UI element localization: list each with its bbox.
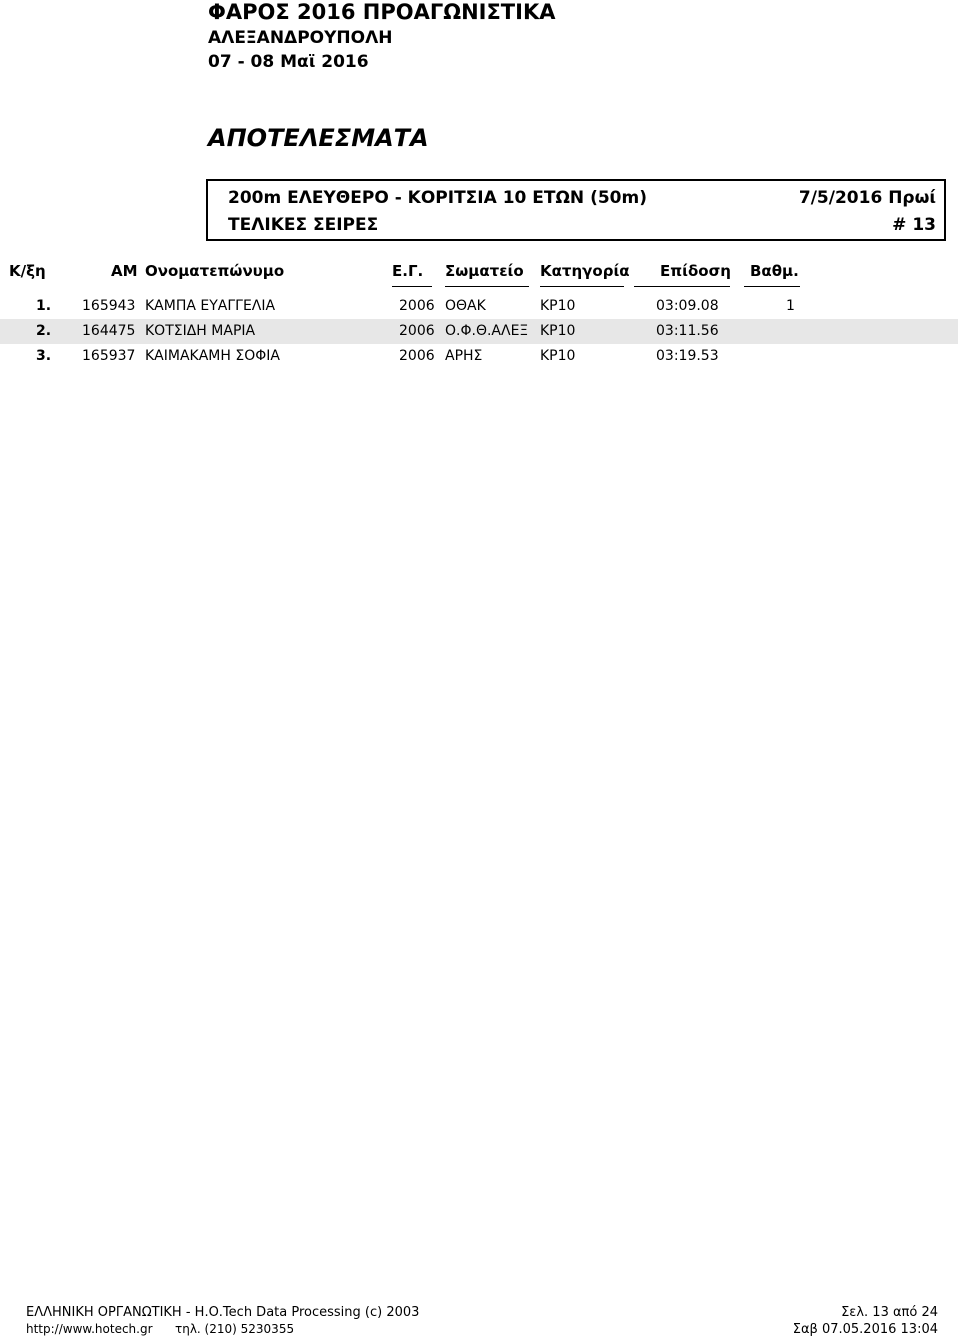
- row-am: 165937: [82, 348, 136, 364]
- event-box: [206, 179, 946, 241]
- row-time: 03:09.08: [656, 298, 719, 314]
- col-underline: [392, 286, 432, 287]
- col-points: Βαθμ.: [750, 262, 799, 280]
- page-title: ΑΠΟΤΕΛΕΣΜΑΤΑ: [208, 124, 429, 152]
- row-rank: 3.: [36, 348, 52, 364]
- footer-org: ΕΛΛΗΝΙΚΗ ΟΡΓΑΝΩΤΙΚΗ - Η.Ο.Tech Data Processing (c) 2003: [26, 1305, 420, 1320]
- col-rank: Κ/ξη: [9, 262, 46, 280]
- col-underline: [634, 286, 730, 287]
- meet-dates: 07 - 08 Μαϊ 2016: [208, 52, 369, 72]
- col-underline: [445, 286, 529, 287]
- row-birth-year: 2006: [399, 348, 435, 364]
- event-name: 200m ΕΛΕΥΘΕΡΟ - ΚΟΡΙΤΣΙΑ 10 ΕΤΩΝ (50m): [228, 188, 647, 208]
- row-category: ΚΡ10: [540, 323, 576, 339]
- col-underline: [540, 286, 624, 287]
- col-am: ΑΜ: [111, 262, 138, 280]
- event-date-session: 7/5/2016 Πρωί: [798, 188, 936, 208]
- table-row: [0, 294, 958, 319]
- row-am: 164475: [82, 323, 136, 339]
- col-birth-year: Ε.Γ.: [392, 262, 424, 280]
- table-row: [0, 319, 958, 344]
- row-time: 03:19.53: [656, 348, 719, 364]
- row-name: ΚΑΜΠΑ ΕΥΑΓΓΕΛΙΑ: [145, 298, 276, 314]
- row-birth-year: 2006: [399, 298, 435, 314]
- event-stage: ΤΕΛΙΚΕΣ ΣΕΙΡΕΣ: [228, 215, 379, 235]
- footer-page-number: Σελ. 13 από 24: [841, 1305, 938, 1320]
- row-time: 03:11.56: [656, 323, 719, 339]
- row-category: ΚΡ10: [540, 298, 576, 314]
- event-number: # 13: [892, 215, 936, 235]
- row-name: ΚΟΤΣΙΔΗ ΜΑΡΙΑ: [145, 323, 256, 339]
- col-category: Κατηγορία: [540, 262, 630, 280]
- footer-print-date: Σαβ 07.05.2016 13:04: [792, 1322, 938, 1337]
- row-category: ΚΡ10: [540, 348, 576, 364]
- meet-city: ΑΛΕΞΑΝΔΡΟΥΠΟΛΗ: [208, 28, 393, 48]
- row-club: ΟΘΑΚ: [445, 298, 486, 314]
- row-rank: 2.: [36, 323, 52, 339]
- footer-phone: τηλ. (210) 5230355: [175, 1322, 295, 1336]
- row-birth-year: 2006: [399, 323, 435, 339]
- row-am: 165943: [82, 298, 136, 314]
- col-club: Σωματείο: [445, 262, 524, 280]
- row-name: ΚΑΙΜΑΚΑΜΗ ΣΟΦΙΑ: [145, 348, 280, 364]
- row-club: Ο.Φ.Θ.ΑΛΕΞ: [445, 323, 529, 339]
- col-time: Επίδοση: [660, 262, 731, 280]
- col-name: Ονοματεπώνυμο: [145, 262, 285, 280]
- table-row: [0, 344, 958, 369]
- row-club: ΑΡΗΣ: [445, 348, 483, 364]
- meet-title: ΦΑΡΟΣ 2016 ΠΡΟΑΓΩΝΙΣΤΙΚΑ: [208, 0, 556, 24]
- footer-url[interactable]: http://www.hotech.gr: [26, 1322, 153, 1336]
- row-points: 1: [786, 298, 795, 314]
- col-underline: [744, 286, 800, 287]
- row-rank: 1.: [36, 298, 52, 314]
